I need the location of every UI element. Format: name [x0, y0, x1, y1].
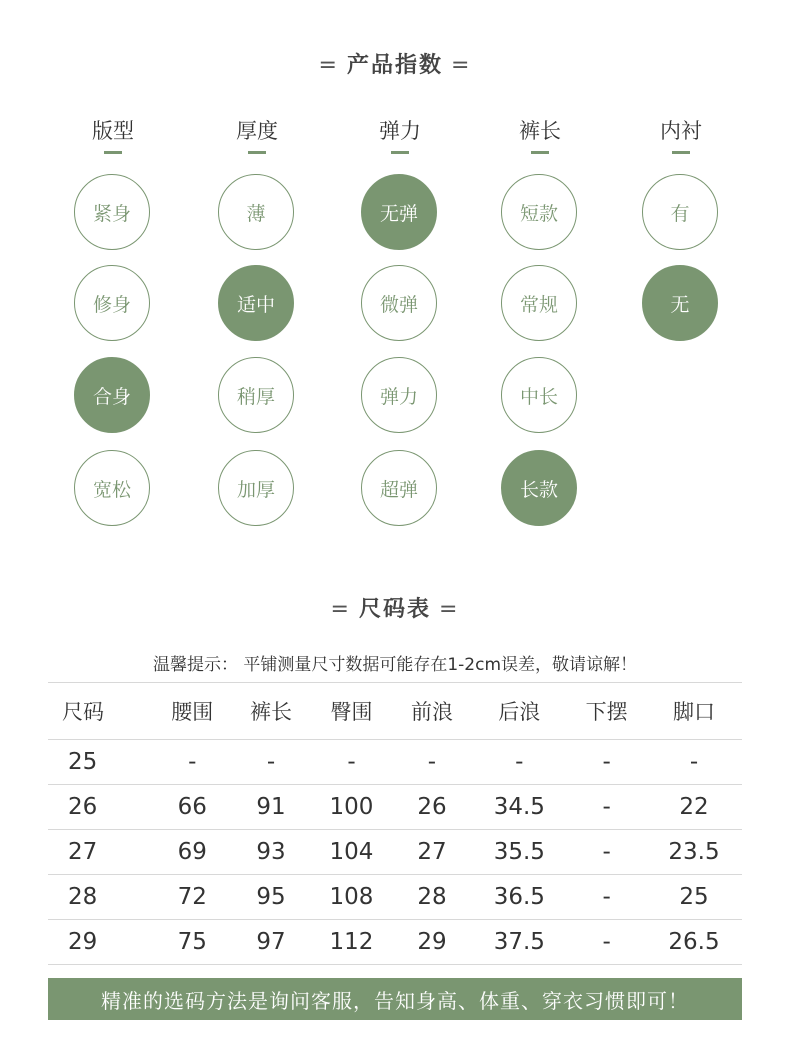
option-circle: 短款 — [501, 174, 577, 250]
option-circle: 紧身 — [74, 174, 150, 250]
table-row — [48, 785, 742, 830]
option-circle: 修身 — [74, 265, 150, 341]
table-cell: 95 — [232, 875, 311, 920]
option-circle: 中长 — [501, 357, 577, 433]
header-length: 裤长 — [232, 683, 311, 740]
option-circle: 弹力 — [361, 357, 437, 433]
table-cell: - — [393, 740, 472, 785]
table-cell: 108 — [310, 875, 392, 920]
table-cell: 75 — [153, 920, 232, 965]
header-hem: 下摆 — [567, 683, 646, 740]
header-underline — [531, 151, 549, 154]
header-size: 尺码 — [48, 683, 153, 740]
table-cell: - — [232, 740, 311, 785]
table-cell: 100 — [310, 785, 392, 830]
table-row — [48, 920, 742, 965]
table-cell: 97 — [232, 920, 311, 965]
header-hip: 臀围 — [310, 683, 392, 740]
index-column-elasticity — [358, 116, 442, 154]
table-cell: 25 — [646, 875, 742, 920]
table-cell: 66 — [153, 785, 232, 830]
table-cell: 72 — [153, 875, 232, 920]
index-column-thickness — [215, 116, 299, 154]
table-cell: 22 — [646, 785, 742, 830]
option-circle-selected: 无弹 — [361, 174, 437, 250]
index-column-fit — [71, 116, 155, 154]
table-cell: 28 — [48, 875, 153, 920]
table-cell: - — [567, 740, 646, 785]
table-cell: - — [310, 740, 392, 785]
table-cell: 29 — [48, 920, 153, 965]
header-underline — [248, 151, 266, 154]
table-header-row — [48, 683, 742, 740]
table-cell: 28 — [393, 875, 472, 920]
header-leg-opening: 脚口 — [646, 683, 742, 740]
table-cell: - — [567, 875, 646, 920]
table-cell: - — [567, 830, 646, 875]
option-circle: 薄 — [218, 174, 294, 250]
table-cell: 27 — [393, 830, 472, 875]
table-cell: 112 — [310, 920, 392, 965]
table-cell: 36.5 — [471, 875, 567, 920]
option-circle-selected: 适中 — [218, 265, 294, 341]
header-underline — [391, 151, 409, 154]
option-circle: 稍厚 — [218, 357, 294, 433]
table-cell: 104 — [310, 830, 392, 875]
header-waist: 腰围 — [153, 683, 232, 740]
table-cell: 27 — [48, 830, 153, 875]
table-cell: 69 — [153, 830, 232, 875]
column-header: 弹力 — [379, 119, 421, 143]
index-column-length — [498, 116, 582, 154]
column-header: 厚度 — [236, 119, 278, 143]
column-header: 版型 — [92, 119, 134, 143]
table-cell: 26 — [393, 785, 472, 830]
table-cell: 93 — [232, 830, 311, 875]
table-row — [48, 875, 742, 920]
header-underline — [672, 151, 690, 154]
table-cell: 35.5 — [471, 830, 567, 875]
table-cell: 91 — [232, 785, 311, 830]
header-back-rise: 后浪 — [471, 683, 567, 740]
table-row — [48, 830, 742, 875]
table-cell: - — [567, 785, 646, 830]
option-circle: 加厚 — [218, 450, 294, 526]
size-advice-banner: 精准的选码方法是询问客服，告知身高、体重、穿衣习惯即可！ — [48, 978, 742, 1020]
table-cell: 34.5 — [471, 785, 567, 830]
table-cell: - — [153, 740, 232, 785]
option-circle-selected: 长款 — [501, 450, 577, 526]
option-circle-selected: 无 — [642, 265, 718, 341]
option-circle: 超弹 — [361, 450, 437, 526]
table-cell: 37.5 — [471, 920, 567, 965]
column-header: 裤长 — [519, 119, 561, 143]
product-index-title: = 产品指数 = — [318, 53, 472, 78]
header-underline — [104, 151, 122, 154]
table-cell: - — [471, 740, 567, 785]
header-front-rise: 前浪 — [393, 683, 472, 740]
table-cell: 26.5 — [646, 920, 742, 965]
index-column-lining — [639, 116, 723, 154]
table-cell: - — [567, 920, 646, 965]
table-cell: 26 — [48, 785, 153, 830]
table-cell: - — [646, 740, 742, 785]
table-cell: 25 — [48, 740, 153, 785]
option-circle: 有 — [642, 174, 718, 250]
table-row — [48, 740, 742, 785]
measurement-tip: 温馨提示： 平铺测量尺寸数据可能存在1-2cm误差，敬请谅解！ — [152, 655, 638, 675]
option-circle: 微弹 — [361, 265, 437, 341]
size-chart-title: = 尺码表 = — [330, 597, 460, 622]
option-circle: 宽松 — [74, 450, 150, 526]
column-header: 内衬 — [660, 119, 702, 143]
option-circle: 常规 — [501, 265, 577, 341]
option-circle-selected: 合身 — [74, 357, 150, 433]
size-table — [48, 682, 742, 965]
table-cell: 29 — [393, 920, 472, 965]
table-cell: 23.5 — [646, 830, 742, 875]
